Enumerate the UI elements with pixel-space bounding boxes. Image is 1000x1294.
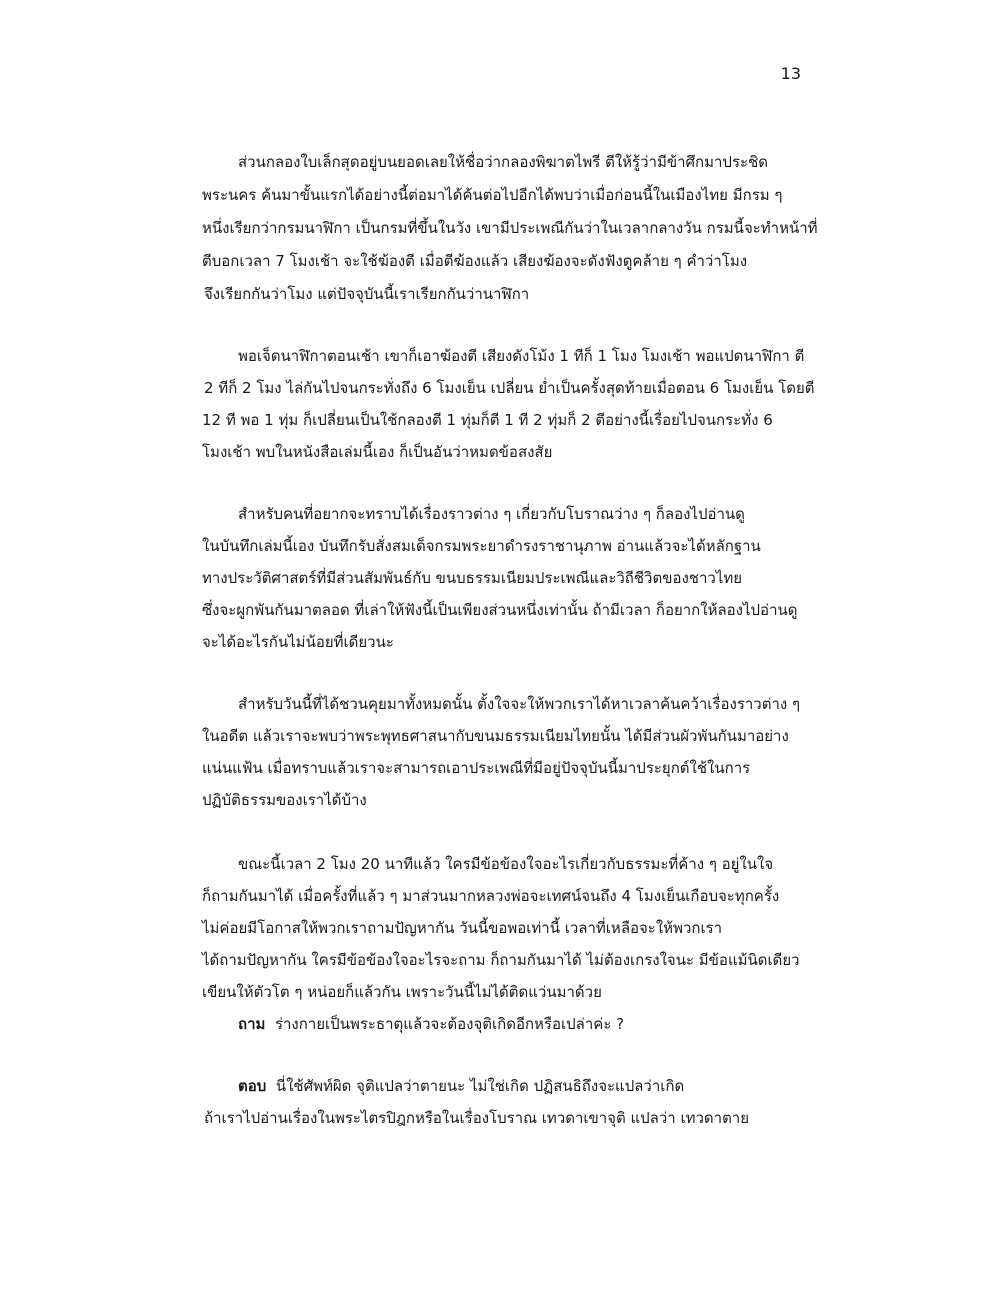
text-line: ไม่ค่อยมีโอกาสให้พวกเราถามปัญหากัน วันนี้ขอพอเท่านี้ เวลาที่เหลือจะให้พวกเรา <box>202 919 723 937</box>
text-line: ในอดีต แล้วเราจะพบว่าพระพุทธศาสนากับขนมธรรมเนียมไทยนั้น ได้มีส่วนผัวพันกันมาอย่าง <box>202 727 789 745</box>
text-line: โมงเช้า พบในหนังสือเล่มนี้เอง ก็เป็นอันว่าหมดข้อสงสัย <box>202 443 553 461</box>
text-line: ก็ถามกันมาได้ เมื่อครั้งที่แล้ว ๆ มาส่วนมากหลวงพ่อจะเทศน์จนถึง 4 โมงเย็นเกือบจะทุกครั้ง <box>202 887 780 905</box>
text-line: 2 ทีก็ 2 โมง ไล่กันไปจนกระทั่งถึง 6 โมงเย็น เปลี่ยน ย่ำเป็นครั้งสุดท้ายเมื่อตอน 6 โมงเย็น โดยตี <box>204 379 815 397</box>
text-line: ได้ถามปัญหากัน ใครมีข้อข้องใจอะไรจะถาม ก็ถามกันมาได้ ไม่ต้องเกรงใจนะ มีข้อแม้นิดเดียว <box>202 951 800 969</box>
text-line: เขียนให้ตัวโต ๆ หน่อยก็แล้วกัน เพราะวันนี้ไม่ได้ติดแว่นมาด้วย <box>202 983 602 1001</box>
page-number: 13 <box>780 64 801 83</box>
question-text: ร่างกายเป็นพระธาตุแล้วจะต้องจุติเกิดอีกหรือเปล่าค่ะ ? <box>274 1015 625 1033</box>
text-line: ส่วนกลองใบเล็กสุดอยู่บนยอดเลยให้ชื่อว่ากลองพิฆาตไพรี ตีให้รู้ว่ามีข้าศึกมาประชิด <box>238 153 768 171</box>
text-line: หนึ่งเรียกว่ากรมนาฬิกา เป็นกรมที่ขึ้นในวัง เขามีประเพณีกันว่าในเวลากลางวัน กรมนี้จะทำหน้าที่ <box>202 219 818 237</box>
text-line: จึงเรียกกันว่าโมง แต่ปัจจุบันนี้เราเรียกกันว่านาฬิกา <box>204 285 530 303</box>
text-line: ถ้าเราไปอ่านเรื่องในพระไตรปิฎกหรือในเรื่องโบราณ เทวดาเขาจุติ แปลว่า เทวดาตาย <box>204 1109 750 1127</box>
text-line: ตีบอกเวลา 7 โมงเช้า จะใช้ฆ้องตี เมื่อตีฆ้องแล้ว เสียงฆ้องจะดังฟังดูคล้าย ๆ คำว่าโมง <box>202 252 748 270</box>
answer-label: ตอบ <box>238 1077 267 1095</box>
text-line: ขณะนี้เวลา 2 โมง 20 นาทีแล้ว ใครมีข้อข้องใจอะไรเกี่ยวกับธรรมะที่ค้าง ๆ อยู่ในใจ <box>238 855 774 873</box>
question-line <box>238 1014 624 1034</box>
answer-line <box>238 1076 684 1096</box>
text-line: พอเจ็ดนาฬิกาตอนเช้า เขาก็เอาฆ้องตี เสียงดังโม้ง 1 ทีก็ 1 โมง โมงเช้า พอแปดนาฬิกา ตี <box>238 347 805 365</box>
text-line: ซึ่งจะผูกพันกันมาตลอด ที่เล่าให้ฟังนี้เป็นเพียงส่วนหนึ่งเท่านั้น ถ้ามีเวลา ก็อยากให้ลองไปอ่านดู <box>202 601 798 619</box>
text-line: พระนคร ค้นมาขั้นแรกได้อย่างนี้ต่อมาได้ค้นต่อไปอีกได้พบว่าเมื่อก่อนนี้ในเมืองไทย มีกรม ๆ <box>202 186 783 204</box>
answer-text: นี่ใช้ศัพท์ผิด จุติแปลว่าตายนะ ไม่ใช่เกิด ปฏิสนธิถึงจะแปลว่าเกิด <box>275 1077 685 1095</box>
text-line: ปฏิบัติธรรมของเราได้บ้าง <box>202 791 367 809</box>
text-line: ในบันทึกเล่มนี้เอง บันทึกรับสั่งสมเด็จกรมพระยาดำรงราชานุภาพ อ่านแล้วจะได้หลักฐาน <box>202 537 761 555</box>
text-line: สำหรับวันนี้ที่ได้ชวนคุยมาทั้งหมดนั้น ตั้งใจจะให้พวกเราได้หาเวลาค้นคว้าเรื่องราวต่าง ๆ <box>238 695 801 713</box>
text-line: 12 ที พอ 1 ทุ่ม ก็เปลี่ยนเป็นใช้กลองตี 1 ทุ่มก็ตี 1 ที 2 ทุ่มก็ 2 ตีอย่างนี้เรื่อยไปจนกระทั่ง 6 <box>202 411 773 429</box>
text-line: จะได้อะไรกันไม่น้อยที่เดียวนะ <box>202 633 394 651</box>
text-line: สำหรับคนที่อยากจะทราบได้เรื่องราวต่าง ๆ เกี่ยวกับโบราณว่าง ๆ ก็ลองไปอ่านดู <box>238 505 745 523</box>
question-label: ถาม <box>238 1015 266 1033</box>
text-line: แน่นแฟ้น เมื่อทราบแล้วเราจะสามารถเอาประเพณีที่มีอยู่ปัจจุบันนี้มาประยุกต์ใช้ในการ <box>202 759 751 777</box>
text-line: ทางประวัติศาสตร์ที่มีส่วนสัมพันธ์กับ ขนบธรรมเนียมประเพณีและวิถีชีวิตของชาวไทย <box>202 569 743 587</box>
